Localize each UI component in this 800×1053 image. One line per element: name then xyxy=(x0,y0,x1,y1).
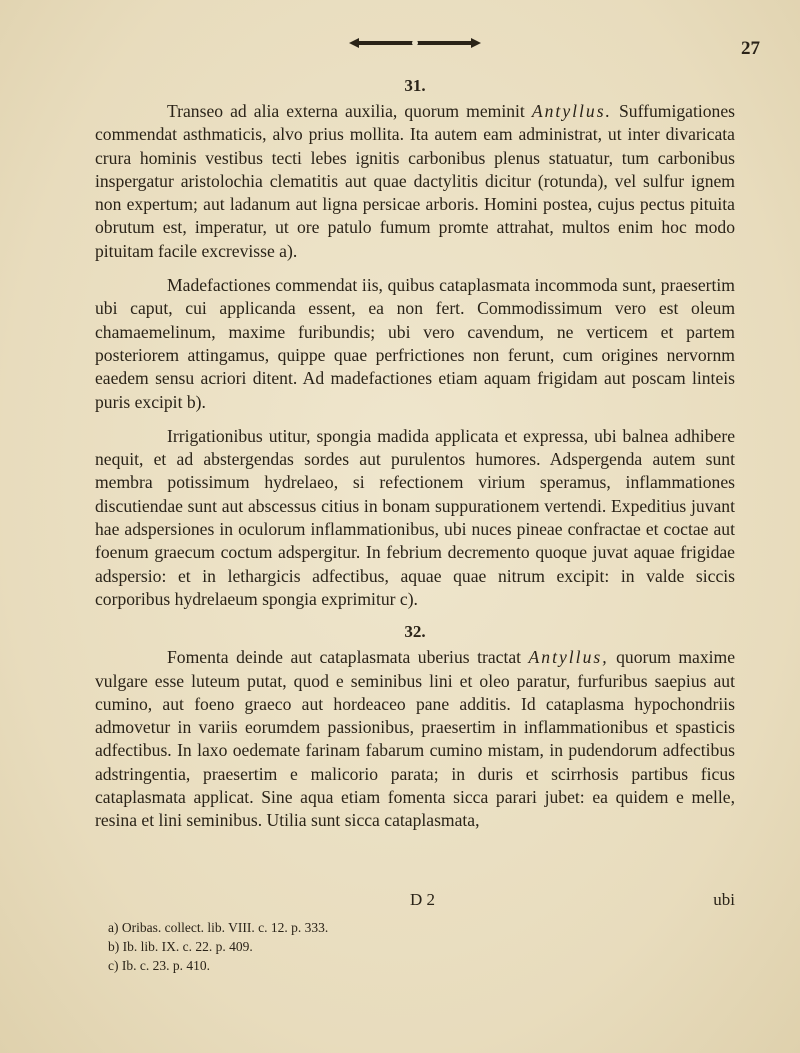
section-number: 31. xyxy=(404,76,426,95)
page-number: 27 xyxy=(741,38,760,59)
italic-term: Irrigationibus xyxy=(167,425,263,446)
paragraph: Irrigationibus utitur, spongia madida applicata et expressa, ubi balnea adhibere nequit, et ad abstergendas sordes aut purulentos humores. Adspergenda autem sunt membra potissimum hydrelaeo, si refectionem virium speramus, inflammationes discutiendae sunt aut abscessus citius in bonam suppurationem vertendi. Expeditius juvant hae adspersiones in oculorum inflammationibus, ubi nuces pineae confractae et coctae aut foenum graecum coctum adspergitur. In febrium decremento quoque juvat aquae frigidae adspersio: et in lethargicis adfectibus, aquae quae nitrum excipit: in valde siccis corporibus hydrelaeum spongia exprimitur c). xyxy=(95,425,735,609)
italic-term: Fomenta xyxy=(167,647,229,668)
italic-term: fomenta sicca xyxy=(387,787,489,808)
author-name: Antyllus, xyxy=(528,647,609,668)
author-name: Antyllus. xyxy=(531,101,612,121)
italic-term: Ib. xyxy=(121,958,137,973)
paragraph: Transeo ad alia externa auxilia, quorum meminit Antyllus. Suffumigationes commendat asthmaticis, alvo prius mollita. Ita autem eam administrat, ut inter divaricata crura hominis vestibus tecti lebes ignitis carbonibus plenus statuatur, tum carbonibus inspergatur aristolochia clematitis aut quae dactylitis dicitur (rotunda), vel sulfur ignem non expertum; aut ladanum aut ligna persicae arboris. Homini postea, cujus pectus pituita obrutum est, imperatur, ut ore patulo fumum promte attrahat, multos enim hoc modo pituitam facile excrevisse a). xyxy=(95,101,735,261)
footnote: a) Oribas. collect. lib. VIII. c. 12. p. 333. xyxy=(108,920,329,935)
paragraph: Fomenta deinde aut cataplasmata uberius tractat Antyllus, quorum maxime vulgare esse luteum putat, quod e seminibus lini et oleo paratur, furfuribus saepius aut cumino, aut foeno graeco aut hordeaceo pane additis. Id cataplasma hypochondriis admovetur in variis eorumdem passionibus, praesertim in inflammationibus et spasticis adfectibus. In laxo oedemate farinam fabarum cumino mistam, in pudendorum adfectibus adstringentia, praesertim e malicorio parata; in duris et scirrhosis partibus ficus cataplasmata applicat. Sine aqua etiam fomenta sicca parari jubet: ea quidem e melle, resina et lini seminibus. Utilia sunt sicca cataplasmata, xyxy=(95,647,736,831)
headpiece-ornament xyxy=(345,36,485,50)
catchword: ubi xyxy=(713,890,735,909)
footnote: b) Ib. lib. IX. c. 22. p. 409. xyxy=(108,939,253,954)
section-31 xyxy=(95,76,735,611)
footnote: c) Ib. c. 23. p. 410. xyxy=(108,958,210,973)
section-32 xyxy=(95,622,735,832)
italic-term: Suffumigationes xyxy=(619,101,735,121)
main-text xyxy=(95,70,735,844)
footnotes xyxy=(108,918,328,975)
italic-term: Ib. xyxy=(122,939,138,954)
italic-term: Oribas. xyxy=(121,920,162,935)
section-number: 32. xyxy=(404,622,426,642)
signature-mark: D 2 xyxy=(410,890,436,909)
italic-term: Madefactiones xyxy=(167,275,271,296)
italic-term: luteum xyxy=(191,670,241,691)
paragraph: Madefactiones commendat iis, quibus cataplasmata incommoda sunt, praesertim ubi caput, cui applicanda essent, ea non fert. Commodissimum vero est oleum chamaemelinum, maxime furibundis; ubi vero cavendum, ne verticem et partem posteriorem attingamus, quippe quae perfrictiones non ferunt, cum origines nervornm eaedem sensu acriori ditent. Ad madefactiones etiam aquam frigidam aut poscam linteis puris excipit b). xyxy=(95,275,735,412)
